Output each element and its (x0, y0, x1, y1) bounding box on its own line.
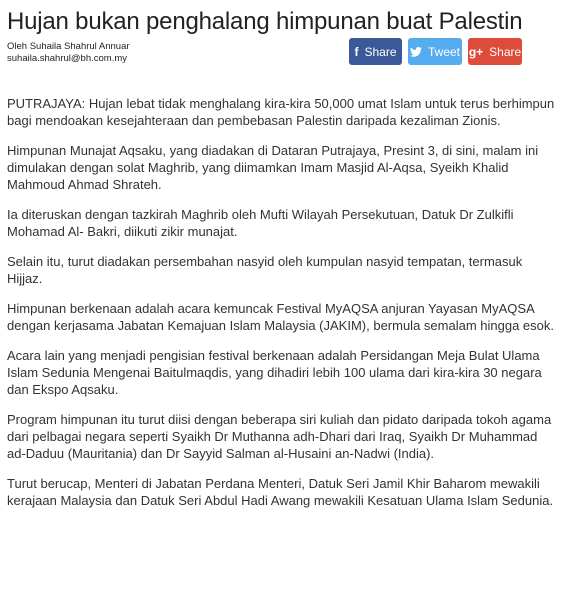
article-paragraph: Ia diteruskan dengan tazkirah Maghrib oleh Mufti Wilayah Persekutuan, Datuk Dr Zulkifli Mohamad Al- Bakri, diikuti zikir munajat. (7, 207, 514, 239)
twitter-tweet-button[interactable] (408, 38, 462, 65)
author-email: suhaila.shahrul@bh.com.my (7, 53, 128, 64)
article-paragraph: Selain itu, turut diadakan persembahan nasyid oleh kumpulan nasyid tempatan, termasuk Hijjaz. (7, 254, 523, 286)
byline (7, 41, 130, 65)
article-paragraph: Acara lain yang menjadi pengisian festival berkenaan adalah Persidangan Meja Bulat Ulama Islam Sedunia Mengenai Baitulmaqdis, yang dihadiri lebih 100 ulama dari kira-kira 30 negara dan Ekspo Aqsaku. (7, 348, 542, 397)
article-paragraph: Turut berucap, Menteri di Jabatan Perdana Menteri, Datuk Seri Jamil Khir Baharom mewakili kerajaan Malaysia dan Datuk Seri Abdul Hadi Awang mewakili Kesatuan Ulama Islam Sedunia. (7, 476, 554, 508)
article-paragraph: PUTRAJAYA: Hujan lebat tidak menghalang kira-kira 50,000 umat Islam untuk terus berhimpun bagi mendoakan kesejahteraan dan pembebasan Palestin daripada kezaliman Zionis. (7, 96, 555, 128)
article-paragraph: Himpunan berkenaan adalah acara kemuncak Festival MyAQSA anjuran Yayasan MyAQSA dengan kerjasama Jabatan Kemajuan Islam Malaysia (JAKIM), bermula semalam hingga esok. (7, 301, 554, 333)
googleplus-share-label: Share (489, 44, 522, 59)
twitter-tweet-label: Tweet (427, 44, 460, 59)
googleplus-share-button[interactable] (468, 38, 522, 65)
article-paragraph: Himpunan Munajat Aqsaku, yang diadakan di Dataran Putrajaya, Presint 3, di sini, malam ini dimulakan dengan solat Maghrib, yang diimamkan Imam Masjid Al-Aqsa, Syeikh Khalid Mahmoud Ahmad Shrateh. (7, 143, 539, 192)
article-paragraph: Program himpunan itu turut diisi dengan beberapa siri kuliah dan pidato daripada tokoh agama dari pelbagai negara seperti Syaikh Dr Muthanna adh-Dhari dari Iraq, Syaikh Dr Muhammad ad-Daduu (Mauritania) dan Dr Sayyid Salman al-Husaini an-Nadwi (India). (7, 412, 552, 461)
share-buttons (349, 38, 522, 65)
author-name: Oleh Suhaila Shahrul Annuar (7, 41, 130, 52)
article-title: Hujan bukan penghalang himpunan buat Palestin (7, 8, 523, 35)
article-body (7, 95, 559, 522)
twitter-bird-icon (410, 47, 422, 57)
google-plus-icon: g+ (468, 44, 484, 59)
facebook-share-label: Share (364, 44, 397, 59)
facebook-icon: f (354, 44, 359, 59)
facebook-share-button[interactable] (349, 38, 402, 65)
